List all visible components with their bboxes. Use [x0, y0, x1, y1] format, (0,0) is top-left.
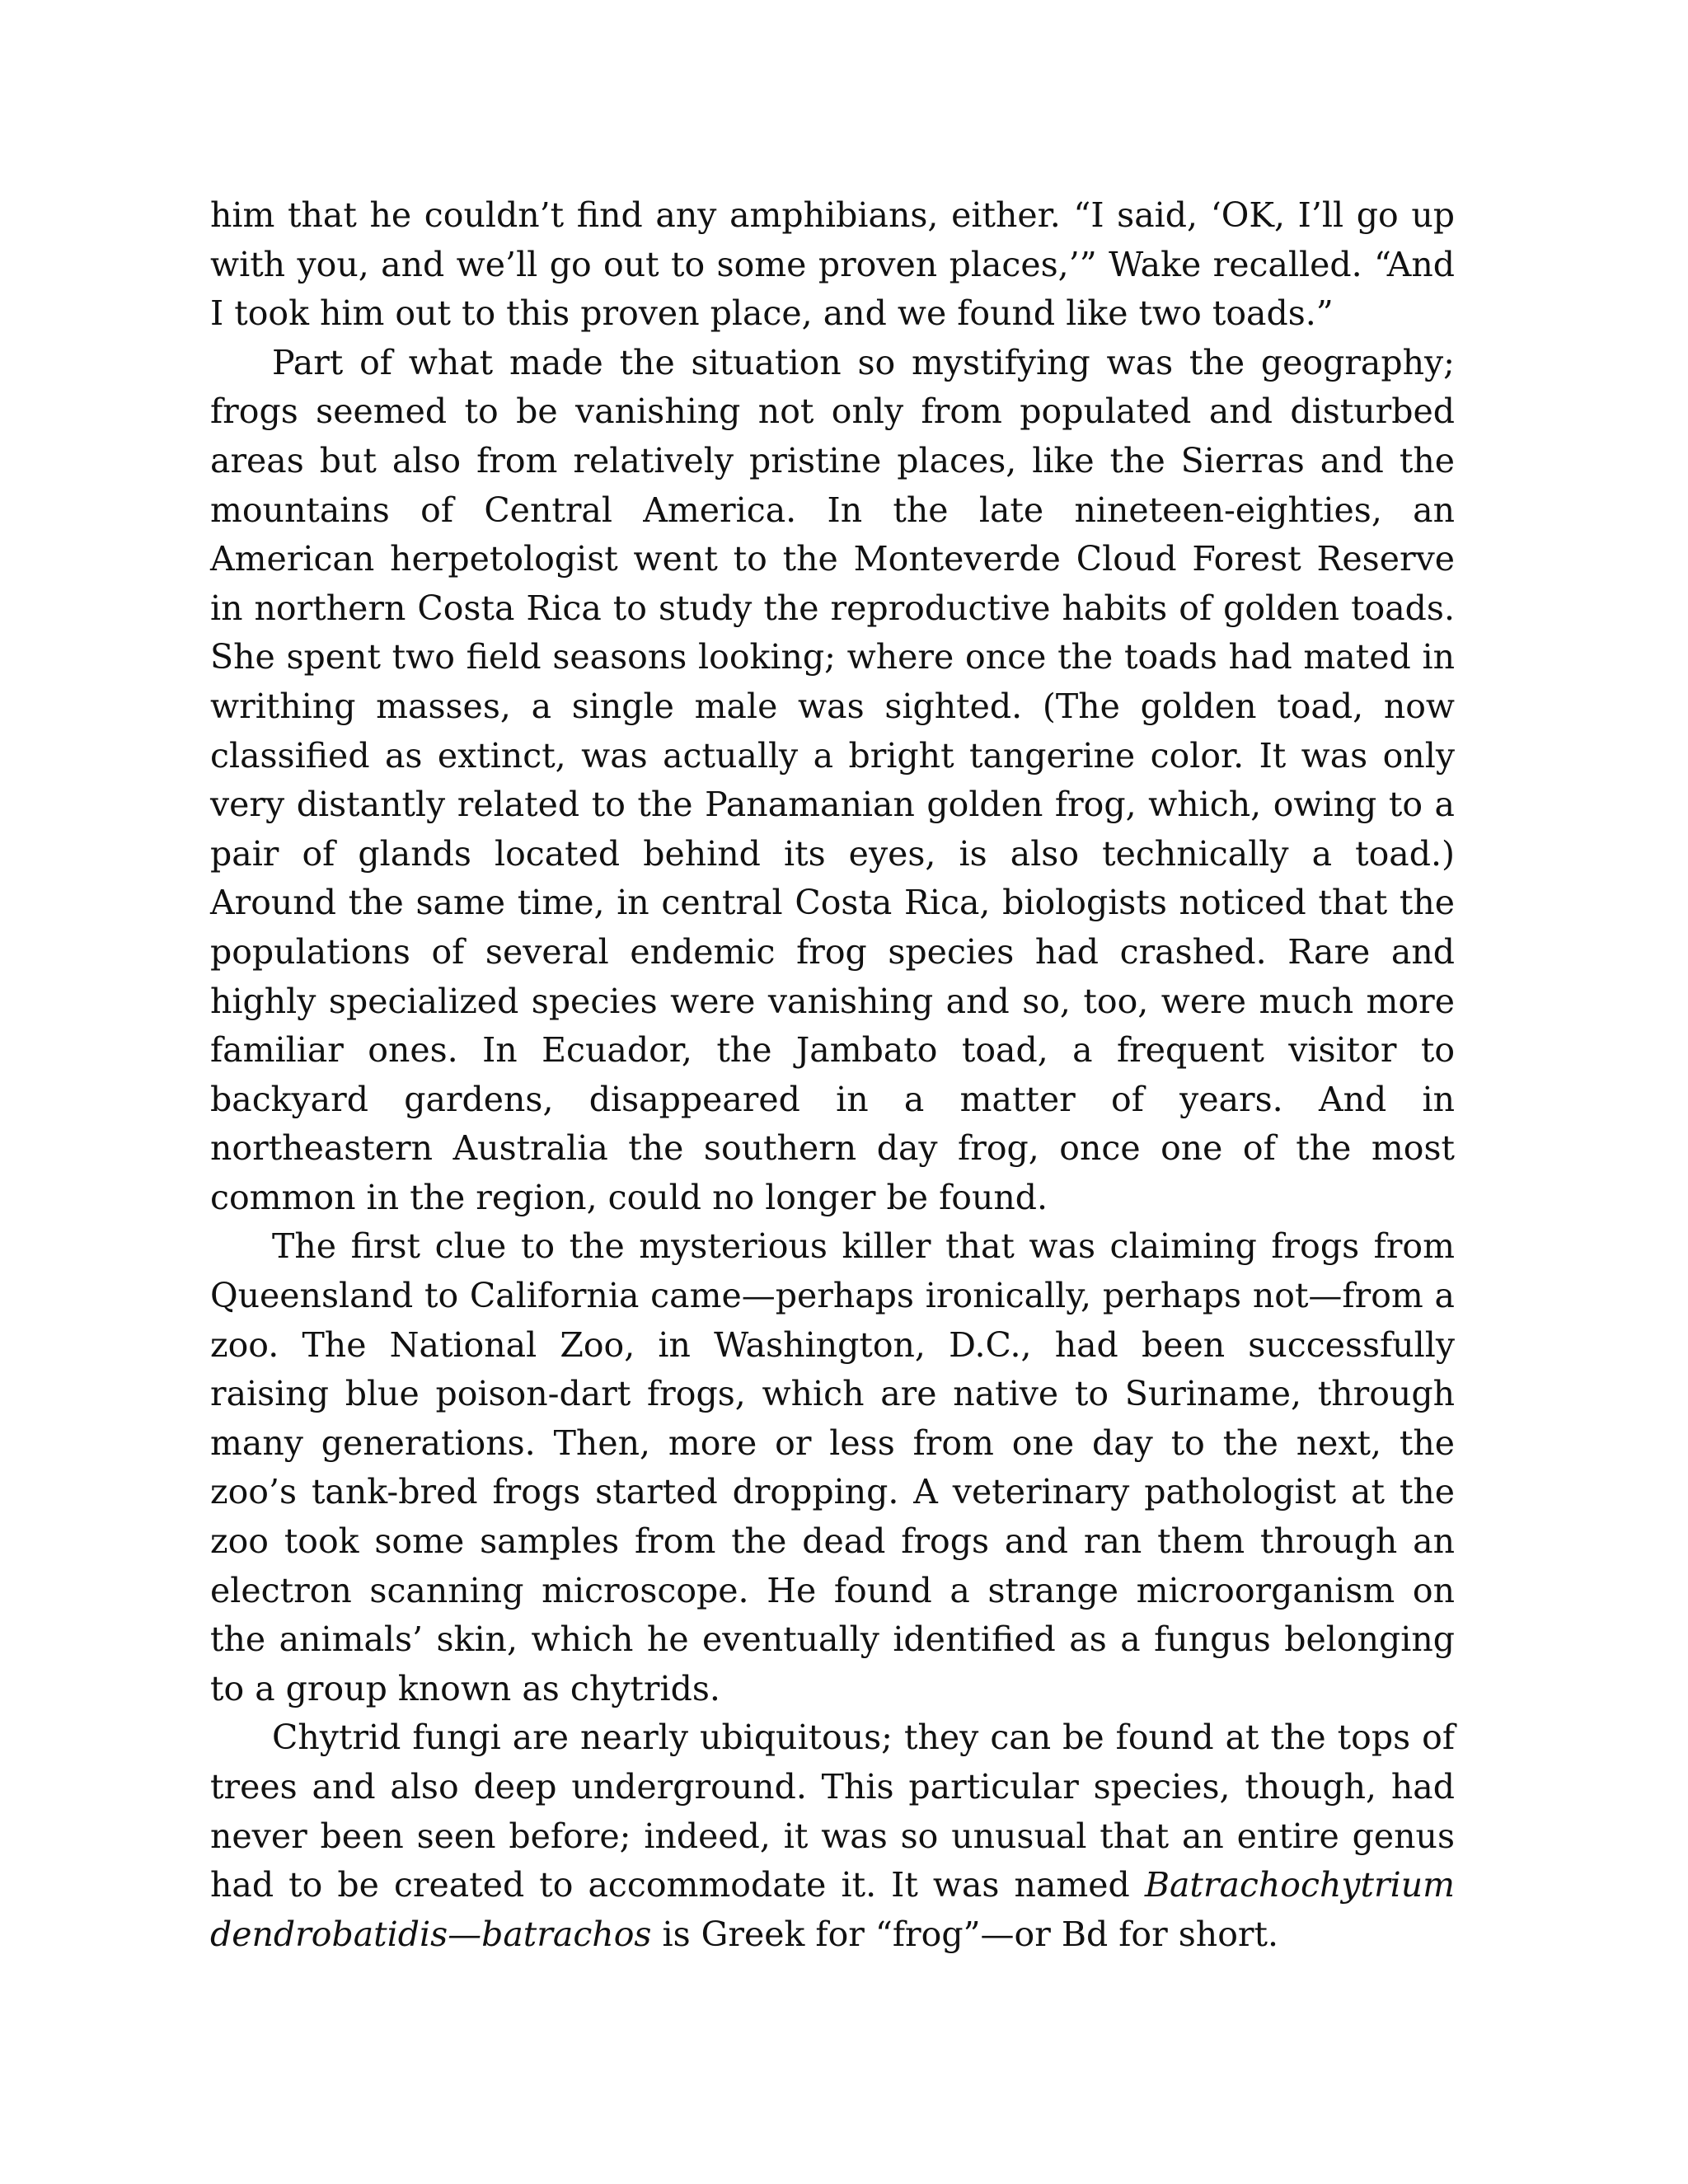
paragraph-4-text-end: is Greek for “frog”—or Bd for short.	[651, 1914, 1278, 1954]
body-text	[210, 191, 1455, 1959]
paragraph-4	[210, 1713, 1455, 1959]
paragraph-3: The first clue to the mysterious killer that was claiming frogs from Queensland to California came—perhaps ironically, perhaps not—from a zoo. The National Zoo, in Washington, D.C., had been successfully raising blue poison-dart frogs, which are native to Suriname, through many generations. Then, more or less from one day to the next, the zoo’s tank-bred frogs started dropping. A veterinary pathologist at the zoo took some samples from the dead frogs and ran them through an electron scanning microscope. He found a strange microorganism on the animals’ skin, which he eventually identified as a fungus belonging to a group known as chytrids.	[210, 1226, 1455, 1708]
paragraph-2: Part of what made the situation so mystifying was the geography; frogs seemed to be vanishing not only from populated and disturbed areas but also from relatively pristine places, like the Sierras and the mountains of Central America. In the late nineteen-eighties, an American herpetologist went to the Monteverde Cloud Forest Reserve in northern Costa Rica to study the reproductive habits of golden toads. She spent two field seasons looking; where once the toads had mated in writhing masses, a single male was sighted. (The golden toad, now classified as extinct, was actually a bright tangerine color. It was only very distantly related to the Panamanian golden frog, which, owing to a pair of glands located behind its eyes, is also technically a toad.) Around the same time, in central Costa Rica, biologists noticed that the populations of several endemic frog species had crashed. Rare and highly specialized species were vanishing and so, too, were much more familiar ones. In Ecuador, the Jambato toad, a frequent visitor to backyard gardens, disappeared in a matter of years. And in northeastern Australia the southern day frog, once one of the most common in the region, could no longer be found.	[210, 342, 1455, 1217]
paragraph-4-italic-term: Batrachochytrium dendrobatidis—batrachos	[210, 1865, 1455, 1954]
paragraph-4-text-start: Chytrid fungi are nearly ubiquitous; they can be found at the tops of trees and also deep underground. This particular species, though, had never been seen before; indeed, it was so unusual that an entire genus had to be created to accommodate it. It was named	[210, 1718, 1455, 1905]
paragraph-1: him that he couldn’t find any amphibians, either. “I said, ‘OK, I’ll go up with you, and we’ll go out to some proven places,’” Wake recalled. “And I took him out to this proven place, and we found like two toads.”	[210, 195, 1455, 334]
